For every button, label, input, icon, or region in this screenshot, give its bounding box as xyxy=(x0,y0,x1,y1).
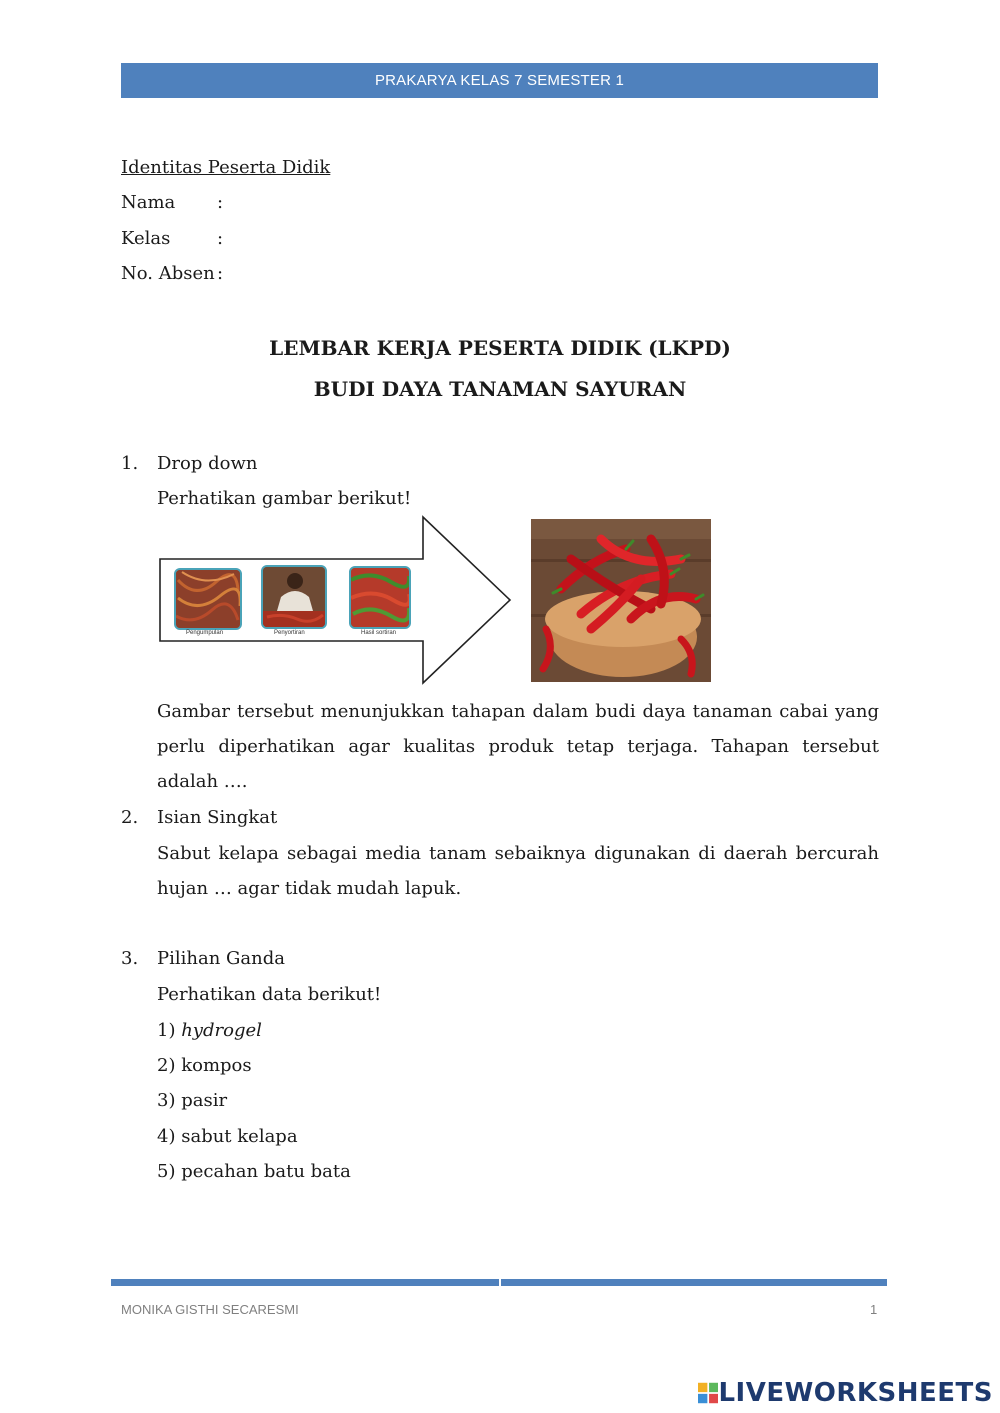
field-sep: : xyxy=(217,228,224,249)
q1-number: 1. xyxy=(121,453,139,474)
stage-caption: Pengumpulan xyxy=(186,630,224,636)
footer-divider-right xyxy=(501,1279,887,1286)
list-item-text: pasir xyxy=(181,1090,228,1111)
list-item xyxy=(157,1161,351,1183)
chili-bowl-photo xyxy=(531,519,711,682)
identity-field-nama xyxy=(121,192,223,214)
field-label: Nama xyxy=(121,192,176,213)
footer-author: MONIKA GISTHI SECARESMI xyxy=(121,1302,299,1317)
page-title: LEMBAR KERJA PESERTA DIDIK (LKPD) xyxy=(269,336,731,360)
list-item xyxy=(157,1090,227,1112)
list-item xyxy=(157,1020,262,1042)
identity-field-absen xyxy=(121,263,223,285)
page-number: 1 xyxy=(870,1302,878,1317)
field-label: Kelas xyxy=(121,228,171,249)
identity-heading: Identitas Peserta Didik xyxy=(121,157,331,178)
list-item-number: 5) xyxy=(157,1161,176,1182)
liveworksheets-logo xyxy=(698,1378,993,1408)
list-item-text: pecahan batu bata xyxy=(181,1161,351,1182)
header-title: PRAKARYA KELAS 7 SEMESTER 1 xyxy=(374,72,625,89)
stage-photo-penyortiran xyxy=(261,565,327,629)
list-item-number: 3) xyxy=(157,1090,176,1111)
header-bar xyxy=(121,63,878,98)
q1-text: Gambar tersebut menunjukkan tahapan dalam budi daya tanaman cabai yang perlu diperhatikan agar kualitas produk tetap terjaga. Tahapan tersebut adalah …. xyxy=(157,701,879,792)
field-label: No. Absen xyxy=(121,263,215,284)
q2-text: Sabut kelapa sebagai media tanam sebaiknya digunakan di daerah bercurah hujan … agar tidak mudah lapuk. xyxy=(157,843,879,899)
process-arrow-figure xyxy=(157,515,513,685)
stage-caption: Penyortiran xyxy=(274,630,305,636)
brand-name: LIVEWORKSHEETS xyxy=(718,1378,993,1408)
stage-caption: Hasil sortiran xyxy=(361,630,397,636)
stage-photo-pengumpulan xyxy=(174,568,242,630)
list-item xyxy=(157,1055,252,1077)
q3-instruction: Perhatikan data berikut! xyxy=(157,984,382,1005)
q2-type: Isian Singkat xyxy=(157,807,278,828)
field-sep: : xyxy=(217,263,224,284)
q1-instruction: Perhatikan gambar berikut! xyxy=(157,488,412,509)
q3-type: Pilihan Ganda xyxy=(157,948,285,969)
list-item-text: sabut kelapa xyxy=(181,1126,298,1147)
list-item-number: 4) xyxy=(157,1126,176,1147)
stage-photo-hasil-sortiran xyxy=(349,566,411,629)
list-item-number: 1) xyxy=(157,1020,176,1041)
q2-number: 2. xyxy=(121,807,139,828)
q1-type: Drop down xyxy=(157,453,258,474)
identity-field-kelas xyxy=(121,228,223,250)
q3-number: 3. xyxy=(121,948,139,969)
list-item-number: 2) xyxy=(157,1055,176,1076)
list-item xyxy=(157,1126,298,1148)
liveworksheets-logo-icon xyxy=(698,1381,718,1405)
list-item-text: kompos xyxy=(181,1055,252,1076)
page-subtitle: BUDI DAYA TANAMAN SAYURAN xyxy=(313,377,687,401)
field-sep: : xyxy=(217,192,224,213)
footer-divider-left xyxy=(111,1279,499,1286)
list-item-text: hydrogel xyxy=(181,1020,262,1041)
